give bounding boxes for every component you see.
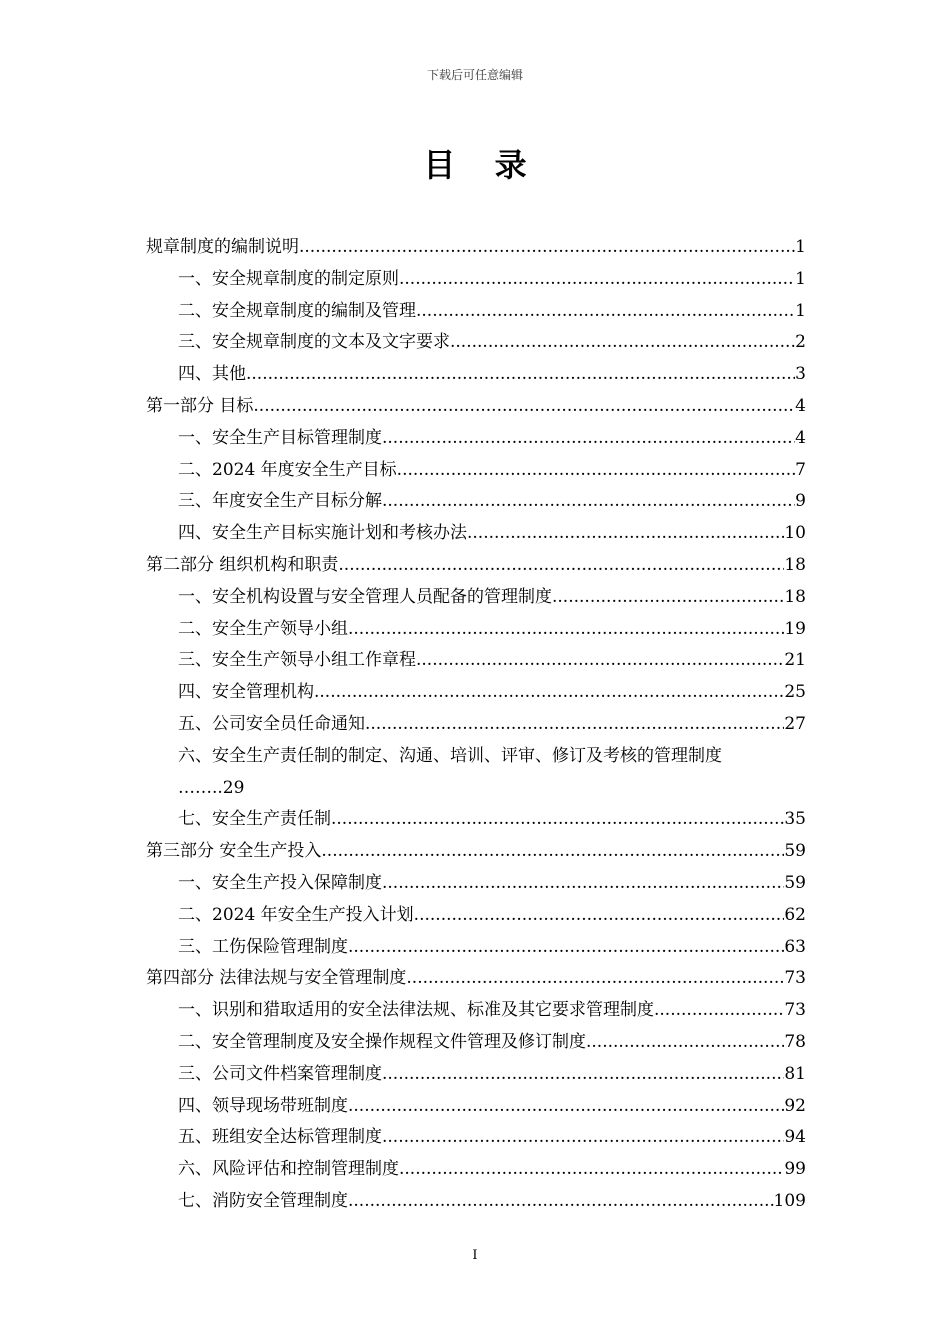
- toc-entry-title: 四、安全生产目标实施计划和考核办法: [178, 523, 467, 544]
- toc-entry-title: 二、安全管理制度及安全操作规程文件管理及修订制度: [178, 1031, 586, 1052]
- toc-entry-title: 六、安全生产责任制的制定、沟通、培训、评审、修订及考核的管理制度: [178, 745, 722, 766]
- toc-entry-title: 第二部分 组织机构和职责: [146, 554, 339, 575]
- toc-entry[interactable]: [146, 264, 806, 296]
- toc-entry-page: 4: [795, 427, 806, 448]
- toc-entry[interactable]: [146, 582, 806, 614]
- toc-dot-leader: [382, 1122, 784, 1154]
- toc-entry-title: 三、年度安全生产目标分解: [178, 491, 382, 512]
- toc-entry-page: 78: [784, 1031, 806, 1052]
- toc-entry[interactable]: [146, 995, 806, 1027]
- toc-entry[interactable]: [146, 550, 806, 582]
- toc-entry[interactable]: [146, 1091, 806, 1123]
- toc-entry[interactable]: [146, 518, 806, 550]
- toc-entry-title: 一、安全生产目标管理制度: [178, 427, 382, 448]
- toc-dot-leader: [348, 932, 784, 964]
- toc-entry-title: 二、2024 年度安全生产目标: [178, 459, 397, 480]
- toc-dot-leader: [382, 868, 784, 900]
- toc-entry-page: ……..29: [178, 777, 245, 798]
- toc-entry-title: 四、其他: [178, 364, 246, 385]
- toc-dot-leader: [382, 1059, 784, 1091]
- toc-dot-leader: [552, 582, 784, 614]
- toc-entry[interactable]: [146, 932, 806, 964]
- toc-entry-page: 19: [784, 618, 806, 639]
- toc-section-a: [146, 232, 806, 741]
- toc-dot-leader: [414, 900, 785, 932]
- toc-section-b: [146, 804, 806, 1217]
- toc-entry-page: 109: [773, 1190, 806, 1211]
- toc-dot-leader: [253, 391, 795, 423]
- toc-entry-title: 三、工伤保险管理制度: [178, 936, 348, 957]
- toc-dot-leader: [348, 1091, 784, 1123]
- toc-entry-title: 六、风险评估和控制管理制度: [178, 1159, 399, 1180]
- toc-entry-title: 一、识别和猎取适用的安全法律法规、标准及其它要求管理制度: [178, 1000, 654, 1021]
- toc-entry-title: 规章制度的编制说明: [146, 237, 299, 257]
- toc-entry-page: 2: [795, 332, 806, 353]
- toc-dot-leader: [406, 963, 784, 995]
- toc-entry-page: 18: [784, 554, 806, 575]
- toc-dot-leader: [365, 709, 784, 741]
- toc-dot-leader: [382, 486, 795, 518]
- toc-entry-page: 1: [795, 268, 806, 289]
- toc-entry-title: 一、安全机构设置与安全管理人员配备的管理制度: [178, 586, 552, 607]
- toc-entry-page: 59: [784, 872, 806, 893]
- toc-dot-leader: [348, 614, 784, 646]
- toc-entry-title: 二、安全规章制度的编制及管理: [178, 300, 416, 321]
- toc-entry-page: 59: [784, 841, 806, 862]
- toc-dot-leader: [399, 264, 795, 296]
- toc-entry[interactable]: [146, 1059, 806, 1091]
- toc-entry-page: 99: [784, 1159, 806, 1180]
- toc-dot-leader: [416, 296, 795, 328]
- toc-entry-page: 73: [784, 1000, 806, 1021]
- toc-entry-page: 10: [784, 523, 806, 544]
- toc-dot-leader: [467, 518, 784, 550]
- toc-entry-page: 35: [784, 809, 806, 830]
- toc-dot-leader: [348, 1186, 774, 1218]
- toc-entry[interactable]: [146, 391, 806, 423]
- page-header-note: 下载后可任意编辑: [426, 68, 523, 82]
- toc-entry-title: 四、领导现场带班制度: [178, 1095, 348, 1116]
- toc-entry-page: 7: [795, 459, 806, 480]
- toc-entry-page: 63: [784, 936, 806, 957]
- toc-entry[interactable]: [146, 709, 806, 741]
- toc-entry-wrapped[interactable]: [146, 741, 806, 805]
- toc-entry[interactable]: [146, 1027, 806, 1059]
- toc-entry-title: 三、安全规章制度的文本及文字要求: [178, 332, 450, 353]
- toc-entry-page: 4: [795, 395, 806, 416]
- toc-entry-title: 二、安全生产领导小组: [178, 618, 348, 639]
- toc-dot-leader: [321, 836, 784, 868]
- toc-entry-title: 一、安全生产投入保障制度: [178, 872, 382, 893]
- page-number: I: [472, 1248, 478, 1263]
- toc-entry[interactable]: [146, 359, 806, 391]
- toc-dot-leader: [382, 423, 795, 455]
- toc-entry[interactable]: [146, 836, 806, 868]
- toc-dot-leader: [450, 327, 795, 359]
- toc-entry-title: 三、安全生产领导小组工作章程: [178, 650, 416, 671]
- toc-entry-title: 第三部分 安全生产投入: [146, 841, 322, 862]
- toc-entry[interactable]: [146, 327, 806, 359]
- toc-entry-title: 一、安全规章制度的制定原则: [178, 268, 399, 289]
- toc-entry-page: 3: [795, 364, 806, 385]
- toc-entry-title: 四、安全管理机构: [178, 682, 314, 703]
- toc-entry[interactable]: [146, 1154, 806, 1186]
- toc-dot-leader: [399, 1154, 784, 1186]
- toc-dot-leader: [331, 804, 784, 836]
- toc-entry-page: 27: [784, 713, 806, 734]
- toc-dot-leader: [246, 359, 795, 391]
- toc-entry-title: 五、班组安全达标管理制度: [178, 1127, 382, 1148]
- toc-dot-leader: [654, 995, 784, 1027]
- toc-entry-page: 1: [795, 237, 806, 257]
- toc-entry[interactable]: [146, 614, 806, 646]
- toc-entry-page: 25: [784, 682, 806, 703]
- toc-entry-page: 81: [784, 1063, 806, 1084]
- toc-entry-title: 七、安全生产责任制: [178, 809, 331, 830]
- toc-entry-title: 五、公司安全员任命通知: [178, 713, 365, 734]
- toc-entry-title: 第一部分 目标: [146, 395, 254, 416]
- toc-entry-title: 七、消防安全管理制度: [178, 1190, 348, 1211]
- toc-dot-leader: [397, 455, 796, 487]
- toc-dot-leader: [314, 677, 784, 709]
- toc-entry[interactable]: [146, 296, 806, 328]
- toc-entry[interactable]: [146, 232, 806, 264]
- toc-entry-page: 1: [795, 300, 806, 321]
- page-title: 目 录: [423, 146, 541, 184]
- toc-dot-leader: [338, 550, 784, 582]
- toc-entry-page: 9: [795, 491, 806, 512]
- toc-entry-title: 二、2024 年安全生产投入计划: [178, 904, 414, 925]
- toc-entry[interactable]: [146, 455, 806, 487]
- toc-entry[interactable]: [146, 804, 806, 836]
- table-of-contents: [146, 232, 806, 1218]
- toc-entry[interactable]: [146, 423, 806, 455]
- toc-entry-page: 92: [784, 1095, 806, 1116]
- toc-dot-leader: [586, 1027, 784, 1059]
- toc-entry[interactable]: [146, 486, 806, 518]
- toc-entry-page: 21: [784, 650, 806, 671]
- toc-entry[interactable]: [146, 645, 806, 677]
- toc-entry-page: 18: [784, 586, 806, 607]
- toc-entry-page: 62: [784, 904, 806, 925]
- toc-entry[interactable]: [146, 1122, 806, 1154]
- toc-entry-title: 第四部分 法律法规与安全管理制度: [146, 968, 407, 989]
- toc-entry-page: 94: [784, 1127, 806, 1148]
- toc-entry[interactable]: [146, 1186, 806, 1218]
- toc-entry-title: 三、公司文件档案管理制度: [178, 1063, 382, 1084]
- toc-dot-leader: [416, 645, 784, 677]
- toc-entry-page: 73: [784, 968, 806, 989]
- toc-dot-leader: [299, 232, 795, 264]
- toc-entry[interactable]: [146, 677, 806, 709]
- toc-entry[interactable]: [146, 900, 806, 932]
- toc-entry[interactable]: [146, 868, 806, 900]
- toc-entry[interactable]: [146, 963, 806, 995]
